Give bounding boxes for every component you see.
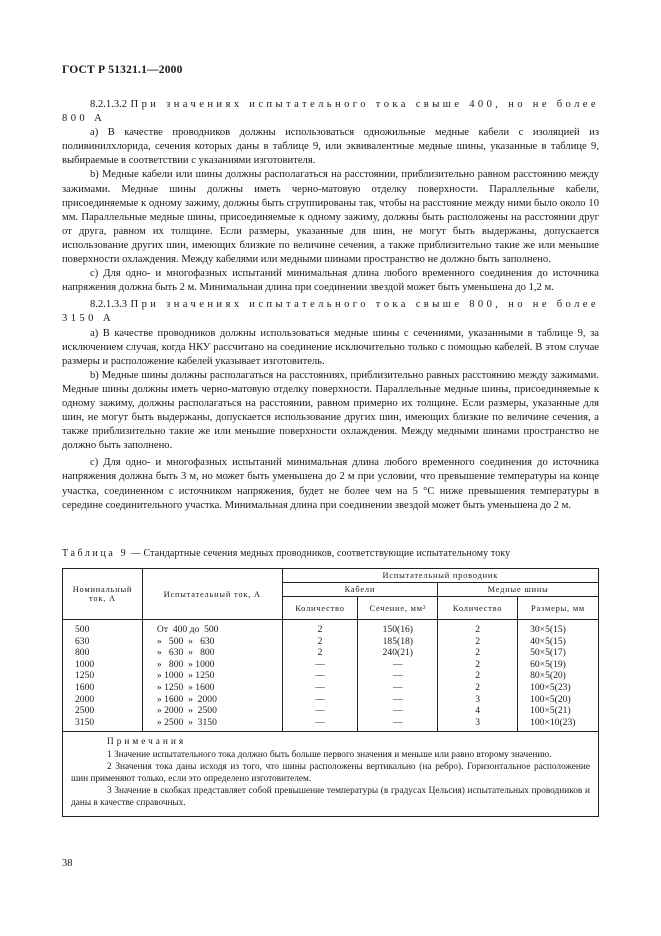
cell-nominal-current: 800 (63, 647, 143, 659)
note-3: 3 Значение в скобках представляет собой превышение температуры (в градусах Цельсия) испытательных проводников и даны в качестве справочных. (71, 786, 590, 809)
cell-cable-section: — (358, 705, 438, 717)
table-row (63, 682, 599, 694)
section-title: При значениях испытательного тока свыше 400, но не более 800 А (62, 99, 599, 125)
cell-busbar-size: 60×5(19) (518, 659, 599, 671)
paragraph-c: с) Для одно- и многофазных испытаний минимальная длина любого временного соединения до источника напряжения должна быть 3 м, но может быть уменьшена до 2 м при условии, что превышение температуры на конце участка, соединенном с источником напряжения, будет не более чем на 5 °С ниже превышения температуры в середине соединительного участка. Минимальная длина при соединении звездой может быть уменьшена до 2 м. (62, 457, 599, 511)
cell-busbar-quantity: 2 (438, 682, 518, 694)
table-row (63, 694, 599, 706)
header-nominal-current: Номинальный ток, А (63, 569, 143, 620)
cell-busbar-quantity: 2 (438, 647, 518, 659)
cell-nominal-current: 500 (63, 620, 143, 636)
table-row (63, 636, 599, 648)
header-test-conductor: Испытательный проводник (282, 569, 598, 583)
cell-nominal-current: 1000 (63, 659, 143, 671)
note-1: 1 Значение испытательного тока должно быть больше первого значения и меньше или равно второму значению. (107, 749, 552, 760)
section-heading-8-2-1-3-3 (62, 298, 599, 326)
cell-cable-section: — (358, 694, 438, 706)
section-number: 8.2.1.3.2 (90, 99, 128, 110)
table-caption-text: — Стандартные сечения медных проводников, соответствующие испытательному току (128, 548, 511, 559)
conductor-table (62, 568, 599, 817)
section-heading-8-2-1-3-2 (62, 98, 599, 126)
document-header: ГОСТ Р 51321.1—2000 (62, 64, 183, 76)
cell-nominal-current: 1600 (63, 682, 143, 694)
header-busbar-quantity: Количество (438, 597, 518, 620)
cell-cable-quantity: 2 (282, 636, 358, 648)
cell-busbar-size: 100×5(21) (518, 705, 599, 717)
table-row (63, 659, 599, 671)
cell-nominal-current: 2000 (63, 694, 143, 706)
cell-busbar-quantity: 3 (438, 694, 518, 706)
cell-busbar-size: 30×5(15) (518, 620, 599, 636)
paragraph-a: а) В качестве проводников должны использоваться одножильные медные кабели с изоляцией из поливинилхлорида, сечения которых даны в таблице 9, или эквивалентные медные шины, указанные в таблице 9, выбираемые в соответствии с указаниями изготовителя. (62, 127, 599, 167)
body-text (62, 98, 599, 513)
cell-cable-quantity: — (282, 670, 358, 682)
table-row (63, 620, 599, 636)
cell-busbar-size: 50×5(17) (518, 647, 599, 659)
cell-busbar-size: 40×5(15) (518, 636, 599, 648)
page-number: 38 (62, 858, 73, 869)
cell-cable-section: 240(21) (358, 647, 438, 659)
header-cables: Кабели (282, 583, 438, 597)
notes-title: Примечания (107, 737, 187, 748)
cell-test-current: » 630 » 800 (142, 647, 282, 659)
cell-busbar-size: 100×10(23) (518, 717, 599, 732)
cell-cable-quantity: — (282, 717, 358, 732)
cell-cable-quantity: 2 (282, 620, 358, 636)
cell-nominal-current: 1250 (63, 670, 143, 682)
table-body (63, 620, 599, 732)
cell-test-current: » 1600 » 2000 (142, 694, 282, 706)
cell-test-current: » 1250 » 1600 (142, 682, 282, 694)
header-cable-section: Сечение, мм² (358, 597, 438, 620)
cell-cable-quantity: — (282, 694, 358, 706)
cell-busbar-size: 80×5(20) (518, 670, 599, 682)
cell-cable-section: 185(18) (358, 636, 438, 648)
paragraph-b: b) Медные шины должны располагаться на расстояниях, приблизительно равных расстоянию между зажимами. Медные шины должны иметь черно-матовую отделку поверхности. Параллельные медные шины, присоединяемые к одному зажиму, должны располагаться на расстоянии, равном примерно их толщине. Если размеры, указанные для шин, не могут быть выдержаны, допускается использование других шин, имеющих близкие по величине сечения, а также приблизительно такие же или меньшие поверхности охлаждения. Между медными шинами пространство не должно быть заполнено. (62, 369, 599, 452)
cell-cable-section: — (358, 659, 438, 671)
table-row (63, 670, 599, 682)
cell-busbar-quantity: 3 (438, 717, 518, 732)
paragraph-a: а) В качестве проводников должны использоваться медные шины с сечениями, указанными в таблице 9, за исключением случая, когда НКУ рассчитано на соединение исключительно только с помощью кабелей. В этом случае размеры и расположение кабелей указывает изготовитель. (62, 327, 599, 367)
cell-test-current: » 500 » 630 (142, 636, 282, 648)
paragraph-b: b) Медные кабели или шины должны располагаться на расстоянии, приблизительно равном расстоянию между зажимами. Медные шины должны иметь черно-матовую отделку поверхности. Параллельные кабели, присоединяемые к одному зажиму, должны быть сгруппированы так, чтобы на расстояние между ними было около 10 мм. Параллельные медные шины, присоединяемые к одному зажиму, должны быть расположены на расстоянии друг от друга, равном их толщине. Если размеры, указанные для шин, не могут быть выдержаны, допускается использование других шин, имеющих близкие по величине сечения, а также приблизительно такие же или меньшие поверхности охлаждения. Между кабелями или медными шинами пространство не должно быть заполнено. (62, 169, 599, 266)
cell-nominal-current: 3150 (63, 717, 143, 732)
cell-test-current: » 800 » 1000 (142, 659, 282, 671)
cell-busbar-quantity: 2 (438, 670, 518, 682)
cell-busbar-size: 100×5(23) (518, 682, 599, 694)
table-caption-label: Таблица 9 (62, 548, 129, 559)
table-row (63, 717, 599, 732)
cell-test-current: » 1000 » 1250 (142, 670, 282, 682)
cell-busbar-quantity: 2 (438, 620, 518, 636)
header-cable-quantity: Количество (282, 597, 358, 620)
table-row (63, 647, 599, 659)
header-busbars: Медные шины (438, 583, 599, 597)
cell-test-current: » 2000 » 2500 (142, 705, 282, 717)
table-row (63, 705, 599, 717)
cell-cable-quantity: — (282, 682, 358, 694)
cell-busbar-size: 100×5(20) (518, 694, 599, 706)
cell-cable-quantity: — (282, 659, 358, 671)
table-notes (63, 732, 599, 816)
cell-cable-section: — (358, 670, 438, 682)
cell-cable-quantity: — (282, 705, 358, 717)
cell-cable-section: 150(16) (358, 620, 438, 636)
paragraph-c: с) Для одно- и многофазных испытаний минимальная длина любого временного соединения до источника напряжения должна быть 2 м. Минимальная длина при соединении звездой может быть уменьшена до 1,2 м. (62, 268, 599, 294)
cell-test-current: » 2500 » 3150 (142, 717, 282, 732)
cell-busbar-quantity: 2 (438, 636, 518, 648)
cell-cable-section: — (358, 682, 438, 694)
cell-test-current: От 400 до 500 (142, 620, 282, 636)
cell-busbar-quantity: 4 (438, 705, 518, 717)
cell-cable-section: — (358, 717, 438, 732)
header-busbar-size: Размеры, мм (518, 597, 599, 620)
note-2: 2 Значения тока даны исходя из того, что шины расположены вертикально (на ребро). Горизонтальное расположение шин применяют только, если это определено изготовителем. (71, 761, 590, 784)
cell-busbar-quantity: 2 (438, 659, 518, 671)
table-caption (62, 548, 622, 559)
cell-cable-quantity: 2 (282, 647, 358, 659)
section-title: При значениях испытательного тока свыше 800, но не более 3150 А (62, 299, 599, 325)
cell-nominal-current: 2500 (63, 705, 143, 717)
header-test-current: Испытательный ток, А (142, 569, 282, 620)
section-number: 8.2.1.3.3 (90, 299, 128, 311)
cell-nominal-current: 630 (63, 636, 143, 648)
